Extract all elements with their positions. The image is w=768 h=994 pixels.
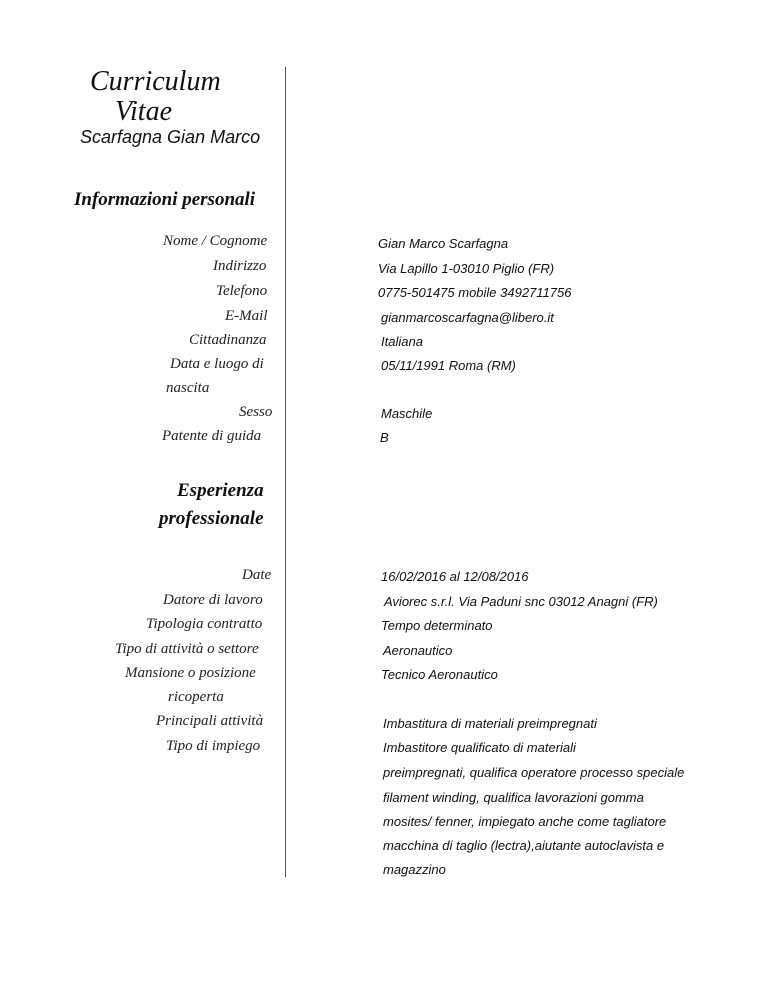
value-employment-type-line2: preimpregnati, qualifica operatore processo speciale: [383, 765, 685, 780]
value-main-activities: Imbastitura di materiali preimpregnati: [383, 716, 597, 731]
label-email: E-Mail: [225, 308, 268, 324]
label-address: Indirizzo: [213, 258, 267, 274]
label-birth-line2: nascita: [166, 380, 210, 396]
document-title-line1: Curriculum: [90, 66, 221, 97]
label-contract-type: Tipologia contratto: [146, 616, 263, 632]
section-heading-personal: Informazioni personali: [74, 189, 256, 210]
value-employment-type-line5: macchina di taglio (lectra),aiutante autoclavista e: [383, 838, 665, 853]
value-dates: 16/02/2016 al 12/08/2016: [381, 569, 529, 584]
value-address: Via Lapillo 1-03010 Piglio (FR): [378, 261, 555, 276]
value-employment-type-line3: filament winding, qualifica lavorazioni gomma: [383, 790, 644, 805]
vertical-divider: [285, 67, 286, 877]
label-position-line2: ricoperta: [168, 689, 224, 705]
document-title-line2: Vitae: [115, 96, 173, 127]
value-contract-type: Tempo determinato: [381, 618, 493, 633]
value-citizenship: Italiana: [381, 334, 423, 349]
value-employment-type-line4: mosites/ fenner, impiegato anche come tagliatore: [383, 814, 667, 829]
label-sex: Sesso: [239, 404, 273, 420]
label-position-line1: Mansione o posizione: [125, 665, 256, 681]
label-name: Nome / Cognome: [163, 233, 268, 249]
value-phone: 0775-501475 mobile 3492711756: [378, 285, 572, 300]
value-employment-type-line6: magazzino: [383, 862, 446, 877]
section-heading-experience-line1: Esperienza: [177, 480, 264, 501]
section-heading-experience-line2: professionale: [159, 508, 264, 529]
label-main-activities: Principali attività: [156, 713, 264, 729]
label-phone: Telefono: [216, 283, 268, 299]
label-citizenship: Cittadinanza: [189, 332, 267, 348]
value-name: Gian Marco Scarfagna: [378, 236, 509, 251]
value-birth: 05/11/1991 Roma (RM): [381, 358, 516, 373]
label-sector: Tipo di attività o settore: [115, 641, 259, 657]
value-email: gianmarcoscarfagna@libero.it: [381, 310, 554, 325]
value-position: Tecnico Aeronautico: [381, 667, 498, 682]
candidate-name: Scarfagna Gian Marco: [80, 127, 261, 147]
label-dates: Date: [242, 567, 272, 583]
value-sector: Aeronautico: [383, 643, 453, 658]
value-employer: Aviorec s.r.l. Via Paduni snc 03012 Anagni (FR): [384, 594, 658, 609]
label-birth-line1: Data e luogo di: [170, 356, 264, 372]
label-employment-type: Tipo di impiego: [166, 738, 261, 754]
label-driving-license: Patente di guida: [162, 428, 262, 444]
value-employment-type-line1: Imbastitore qualificato di materiali: [383, 740, 576, 755]
value-driving-license: B: [380, 430, 389, 445]
value-sex: Maschile: [381, 406, 433, 421]
label-employer: Datore di lavoro: [163, 592, 263, 608]
